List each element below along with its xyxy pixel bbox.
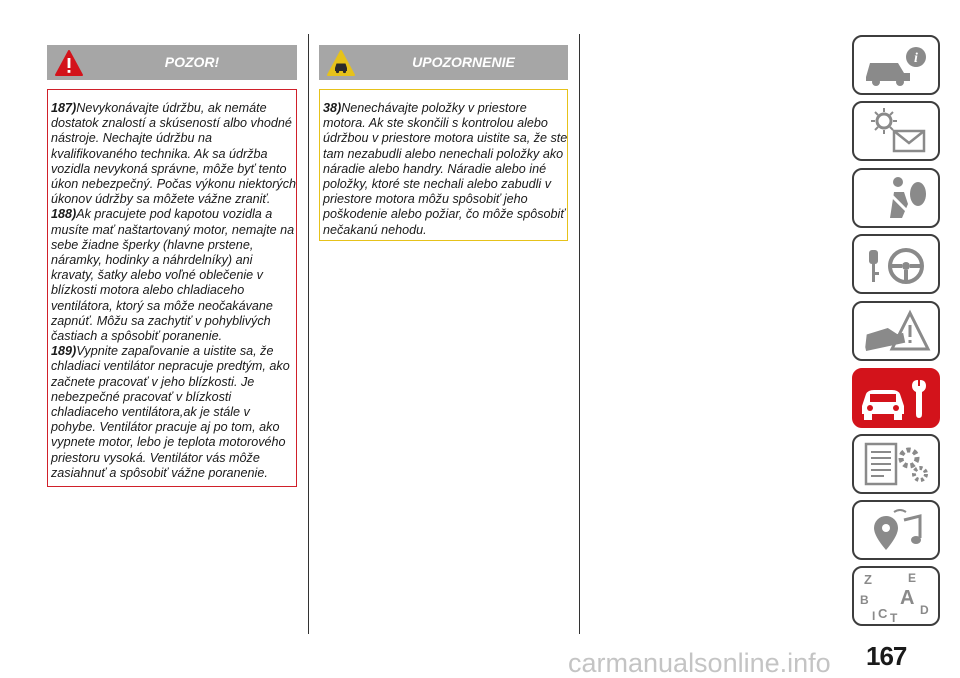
chapter-tab-multimedia[interactable] xyxy=(852,500,940,560)
svg-text:i: i xyxy=(914,51,918,66)
multimedia-icon xyxy=(854,502,938,558)
chapter-tab-knowing-vehicle[interactable] xyxy=(852,35,940,95)
danger-title: POZOR! xyxy=(164,54,220,70)
caution-title: UPOZORNENIE xyxy=(412,54,515,70)
item-text: Nenechávajte položky v priestore motora. Ak ste skončili s kontrolou alebo údržbou v priestore motora uistite sa, že ste tam nezabudli alebo nenechali položky ako náradie alebo handry. Náradie alebo iné položky, ktoré ste nechali alebo zabudli v priestore motora môžu spôsobiť jeho poškodenie alebo požiar, čo môže spôsobiť nečakanú nehodu. xyxy=(323,101,568,237)
danger-text xyxy=(51,101,297,481)
danger-item-189 xyxy=(51,344,297,481)
svg-text:T: T xyxy=(890,611,898,624)
column-divider-right xyxy=(579,34,580,634)
chapter-tab-safety[interactable] xyxy=(852,168,940,228)
item-number: 189) xyxy=(51,344,77,359)
warning-lights-icon xyxy=(854,103,938,159)
item-text: Vypnite zapaľovanie a uistite sa, že chladiaci ventilátor nepracuje predtým, ako začnete pracovať v jeho blízkosti. Je nebezpečné pracovať v blízkosti chladiaceho ventilátora,ak je stále v pohybe. Ventilátor pracuje aj po tom, ako vypnete motor, lebo je teplota motorového priestoru vysoká. Ventilátor vás môže zasiahnuť a spôsobiť vážne poranenie. xyxy=(51,344,290,480)
item-text: Ak pracujete pod kapotou vozidla a musíte mať naštartovaný motor, nemajte na sebe žiadne šperky (hlavne prstene, náramky, hodinky a náhrdelníky) ani kravaty, šatky alebo voľné oblečenie v blízkosti motora alebo chladiaceho ventilátora, ktorý sa môže neočakávane zapnúť. Môžu sa zachytiť v pohyblivých častiach a spôsobiť poranenie. xyxy=(51,207,295,344)
caution-triangle-icon xyxy=(326,49,356,77)
chapter-tab-index[interactable] xyxy=(852,566,940,626)
danger-triangle-icon xyxy=(54,49,84,77)
svg-text:C: C xyxy=(878,606,888,621)
chapter-tab-technical-data[interactable] xyxy=(852,434,940,494)
danger-item-188 xyxy=(51,207,297,344)
alphabetical-index-icon xyxy=(854,568,938,624)
car-wrench-icon xyxy=(854,370,938,426)
caution-item-38 xyxy=(323,101,568,238)
item-number: 188) xyxy=(51,207,77,222)
danger-item-187 xyxy=(51,101,297,207)
svg-text:I: I xyxy=(872,609,876,623)
danger-header xyxy=(47,45,297,80)
svg-text:Z: Z xyxy=(864,572,872,587)
caution-text xyxy=(323,101,568,238)
caution-header xyxy=(319,45,568,80)
item-number: 187) xyxy=(51,101,77,115)
column-divider-left xyxy=(308,34,309,634)
svg-text:D: D xyxy=(920,603,929,617)
page-number: 167 xyxy=(866,641,907,671)
key-steering-wheel-icon xyxy=(854,236,938,292)
svg-text:B: B xyxy=(860,593,869,607)
chapter-tab-maintenance[interactable] xyxy=(852,368,940,428)
item-number: 38) xyxy=(323,101,342,115)
chapter-tab-emergency[interactable] xyxy=(852,301,940,361)
watermark: carmanualsonline.info xyxy=(568,648,831,678)
svg-text:E: E xyxy=(908,571,917,585)
airbag-safety-icon xyxy=(854,170,938,226)
specs-gear-icon xyxy=(854,436,938,492)
chapter-tab-starting-driving[interactable] xyxy=(852,234,940,294)
item-text: Nevykonávajte údržbu, ak nemáte dostatok znalostí a skúseností albo vhodné nástroje. Nechajte údržbu na kvalifikovaného technika. Ak sa údržba vozidla nevykoná správne, môže byť tento úkon nebezpečný. Počas výkonu niektorých úkonov údržby sa môžete vážne zraniť. xyxy=(51,101,297,207)
svg-text:A: A xyxy=(900,587,915,609)
car-accident-icon xyxy=(854,303,938,359)
car-info-icon xyxy=(854,37,938,93)
chapter-tab-instrument-panel[interactable] xyxy=(852,101,940,161)
